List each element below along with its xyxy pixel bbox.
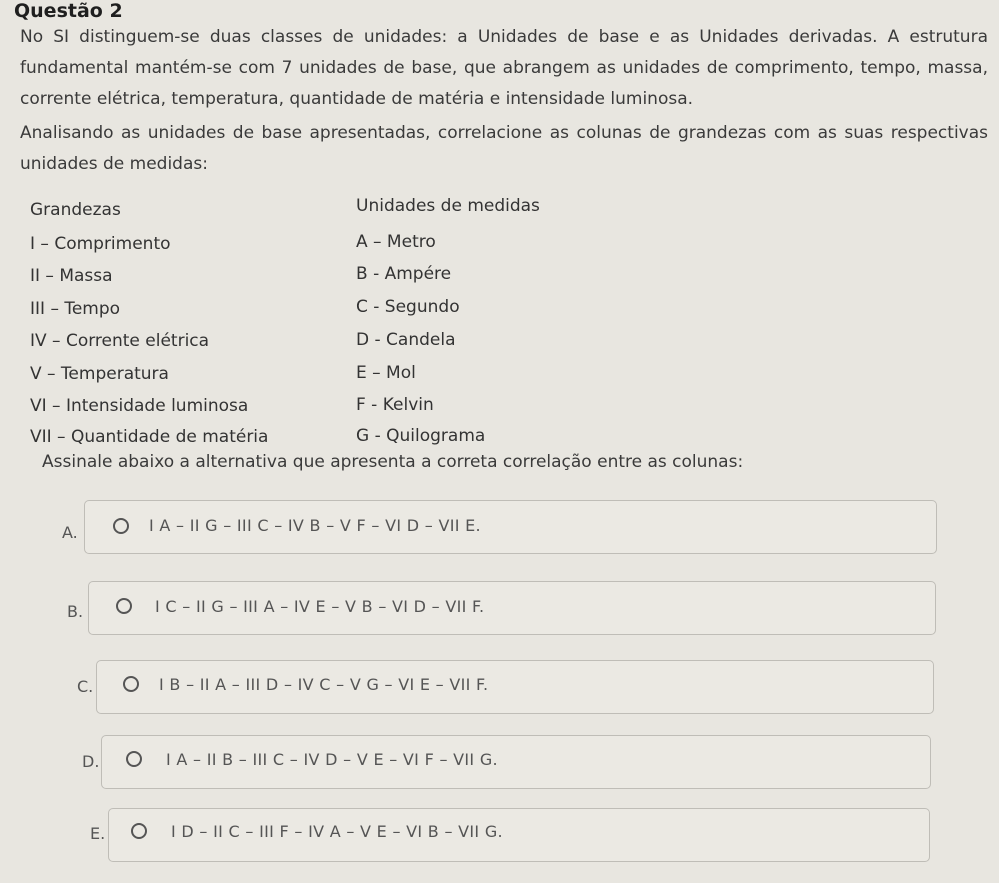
option-a-letter: A. <box>62 523 78 542</box>
grandeza-item: V – Temperatura <box>30 364 169 384</box>
radio-option-d[interactable] <box>126 751 142 767</box>
option-a-text: I A – II G – III C – IV B – V F – VI D – VII E. <box>149 516 481 535</box>
unidade-item: A – Metro <box>356 232 436 252</box>
grandeza-item: IV – Corrente elétrica <box>30 331 210 351</box>
unidade-item: C - Segundo <box>356 297 460 317</box>
unidade-item: G - Quilograma <box>356 426 486 446</box>
option-a[interactable] <box>84 500 937 554</box>
grandeza-item: II – Massa <box>30 266 113 286</box>
intro-paragraph: No SI distinguem-se duas classes de unidades: a Unidades de base e as Unidades derivadas. A estrutura fundamental mantém-se com 7 unidades de base, que abrangem as unidades de comprimento, tempo, massa, corrente elétrica, temperatura, quantidade de matéria e intensidade luminosa. <box>20 27 988 109</box>
radio-option-a[interactable] <box>113 518 129 534</box>
option-b-letter: B. <box>67 602 84 621</box>
radio-option-e[interactable] <box>131 823 147 839</box>
unidade-item: D - Candela <box>356 330 456 350</box>
grandeza-item: I – Comprimento <box>30 234 171 254</box>
option-c-text: I B – II A – III D – IV C – V G – VI E – VII F. <box>159 675 489 694</box>
column-header-grandezas: Grandezas <box>30 200 121 220</box>
task-paragraph: Analisando as unidades de base apresentadas, correlacione as colunas de grandezas com as suas respectivas unidades de medidas: <box>20 123 988 174</box>
option-c[interactable] <box>96 660 934 714</box>
option-e[interactable] <box>108 808 930 862</box>
radio-option-b[interactable] <box>116 598 132 614</box>
radio-option-c[interactable] <box>123 676 139 692</box>
question-title: Questão 2 <box>14 0 123 22</box>
unidade-item: F - Kelvin <box>356 395 434 415</box>
option-b-text: I C – II G – III A – IV E – V B – VI D – VII F. <box>155 597 485 616</box>
grandeza-item: III – Tempo <box>30 299 121 319</box>
unidade-item: E – Mol <box>356 363 416 383</box>
option-e-letter: E. <box>90 824 106 843</box>
instruction-text: Assinale abaixo a alternativa que apresenta a correta correlação entre as colunas: <box>42 452 744 472</box>
option-e-text: I D – II C – III F – IV A – V E – VI B – VII G. <box>171 822 503 841</box>
grandeza-item: VI – Intensidade luminosa <box>30 396 249 416</box>
unidade-item: B - Ampére <box>356 264 452 284</box>
option-d-letter: D. <box>82 752 100 771</box>
option-d-text: I A – II B – III C – IV D – V E – VI F – VII G. <box>166 750 498 769</box>
column-header-unidades: Unidades de medidas <box>356 196 540 216</box>
option-b[interactable] <box>88 581 936 635</box>
option-d[interactable] <box>101 735 931 789</box>
option-c-letter: C. <box>77 677 94 696</box>
grandeza-item: VII – Quantidade de matéria <box>30 427 269 447</box>
